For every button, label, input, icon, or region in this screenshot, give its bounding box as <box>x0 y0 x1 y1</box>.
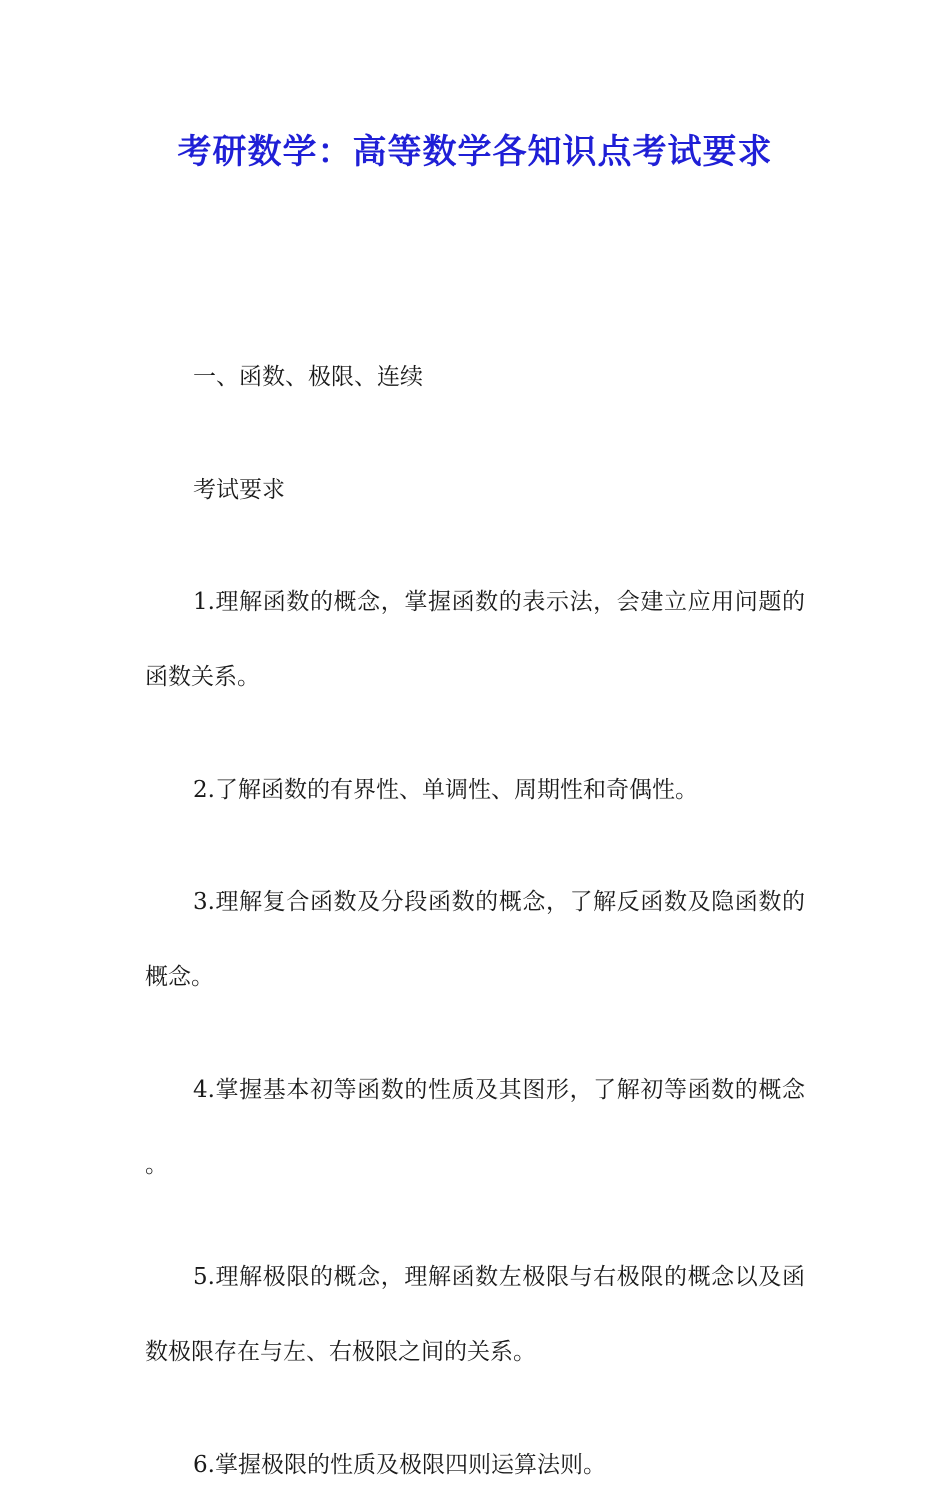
requirement-item: 6.掌握极限的性质及极限四则运算法则。 <box>193 1451 606 1478</box>
requirement-item: 2.了解函数的有界性、单调性、周期性和奇偶性。 <box>193 776 698 803</box>
requirement-item: 1.理解函数的概念，掌握函数的表示法，会建立应用问题的函数关系。 <box>145 589 805 690</box>
requirement-item: 5.理解极限的概念，理解函数左极限与右极限的概念以及函数极限存在与左、右极限之间的关系。 <box>145 1264 805 1365</box>
document-title: 考研数学：高等数学各知识点考试要求 <box>177 132 773 172</box>
section-heading: 一、函数、极限、连续 <box>193 364 423 390</box>
subheading: 考试要求 <box>193 476 285 503</box>
document-body <box>145 340 805 1503</box>
requirement-item: 3.理解复合函数及分段函数的概念，了解反函数及隐函数的概念。 <box>145 889 805 990</box>
requirement-item: 4.掌握基本初等函数的性质及其图形，了解初等函数的概念。 <box>145 1076 805 1178</box>
